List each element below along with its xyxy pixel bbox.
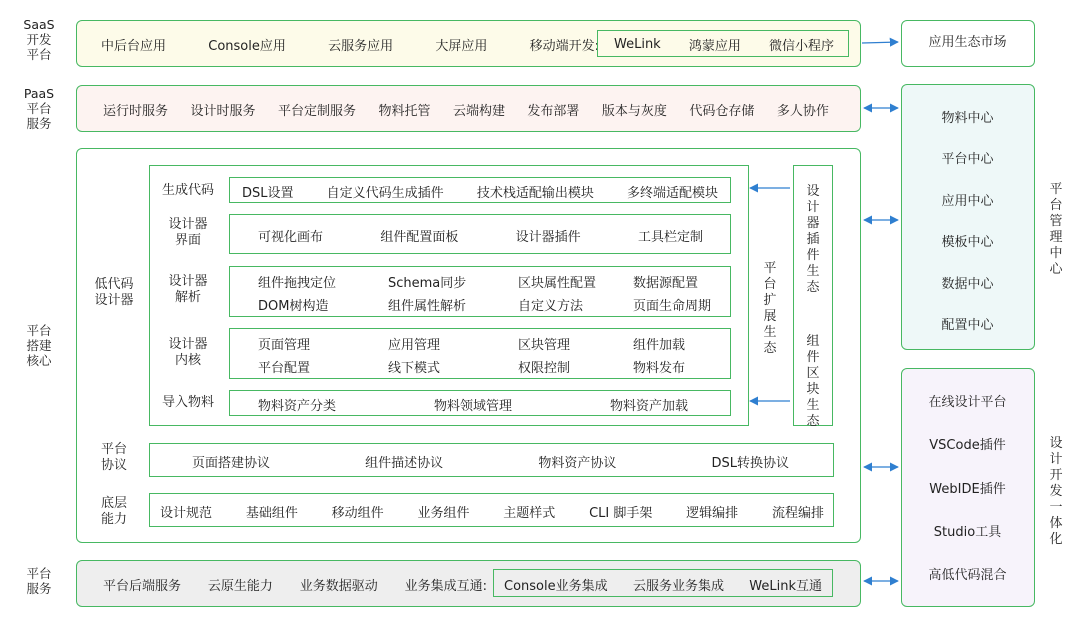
base-item: 主题样式 — [503, 506, 556, 521]
gen-code-label: 生成代码 — [161, 183, 214, 198]
label-core: 平台 搭建 核心 — [26, 323, 52, 368]
import-item: 物料资产加载 — [609, 399, 688, 414]
devops-item: 高低代码混合 — [928, 568, 1007, 583]
base-item: 移动组件 — [331, 506, 384, 521]
devops-item: 在线设计平台 — [928, 395, 1007, 410]
protocol-label: 平台 协议 — [100, 442, 127, 473]
service-item: 平台后端服务 — [103, 579, 182, 594]
kernel-item: 物料发布 — [633, 361, 686, 376]
gen-code-item: 多终端适配模块 — [626, 186, 718, 201]
kernel-item: 平台配置 — [258, 361, 311, 376]
devops-item: VSCode插件 — [929, 438, 1006, 454]
ext-eco-label: 平台扩展生态 — [763, 261, 777, 356]
mobile-item: 微信小程序 — [768, 39, 834, 54]
base-item: 业务组件 — [417, 506, 470, 521]
ui-label: 设计器 界面 — [168, 217, 208, 248]
import-item: 物料领域管理 — [433, 399, 512, 414]
mgmt-item: 平台中心 — [941, 152, 994, 168]
parse-item: 自定义方法 — [518, 299, 584, 314]
mobile-item: WeLink — [614, 37, 661, 52]
kernel-item: 权限控制 — [518, 361, 571, 376]
parse-item: 组件拖拽定位 — [258, 276, 337, 291]
service-item: 业务集成互通: — [404, 579, 487, 594]
integration-item: Console业务集成 — [504, 579, 608, 594]
ui-item: 设计器插件 — [515, 230, 581, 245]
devops-side-label: 设计开发一体化 — [1049, 436, 1063, 547]
integration-item: 云服务业务集成 — [632, 579, 724, 594]
paas-item: 代码仓存储 — [689, 104, 755, 119]
devops-item: Studio工具 — [933, 524, 1002, 540]
ui-item: 组件配置面板 — [380, 230, 459, 245]
kernel-item: 线下模式 — [388, 361, 441, 376]
block-eco-label: 组件区块生态 — [806, 334, 820, 429]
protocol-item: 组件描述协议 — [365, 456, 444, 471]
parse-item: Schema同步 — [388, 276, 467, 291]
parse-label: 设计器 解析 — [168, 274, 208, 305]
base-item: 逻辑编排 — [686, 506, 739, 521]
kernel-item: 页面管理 — [258, 338, 311, 353]
gen-code-item: 自定义代码生成插件 — [326, 186, 444, 201]
base-item: 设计规范 — [160, 506, 213, 521]
parse-item: 页面生命周期 — [633, 299, 712, 314]
label-paas: PaaS 平台 服务 — [23, 86, 55, 131]
kernel-item: 区块管理 — [518, 338, 571, 353]
gen-code-item: DSL设置 — [242, 186, 294, 201]
app-market: 应用生态市场 — [928, 35, 1007, 50]
import-item: 物料资产分类 — [258, 399, 337, 414]
parse-item: 区块属性配置 — [518, 276, 597, 291]
paas-item: 云端构建 — [452, 104, 505, 119]
mgmt-side-label: 平台管理中心 — [1049, 182, 1063, 277]
paas-item: 发布部署 — [527, 104, 580, 119]
paas-item: 版本与灰度 — [601, 104, 667, 119]
mgmt-item: 配置中心 — [941, 317, 994, 333]
saas-item: 中后台应用 — [101, 39, 167, 54]
mgmt-item: 应用中心 — [941, 193, 994, 209]
base-item: 基础组件 — [245, 506, 298, 521]
base-item: CLI 脚手架 — [589, 506, 653, 521]
parse-item: 数据源配置 — [633, 276, 699, 291]
plugin-eco-label: 设计器插件生态 — [806, 184, 820, 295]
import-label: 导入物料 — [161, 395, 214, 410]
label-saas: SaaS 开发 平台 — [23, 17, 55, 62]
label-service: 平台 服务 — [26, 566, 52, 596]
paas-item: 物料托管 — [378, 104, 431, 119]
mgmt-item: 物料中心 — [941, 111, 994, 126]
protocol-item: DSL转换协议 — [711, 456, 789, 471]
paas-item: 设计时服务 — [190, 104, 256, 119]
paas-item: 运行时服务 — [103, 104, 169, 119]
paas-item: 平台定制服务 — [277, 104, 356, 119]
protocol-item: 页面搭建协议 — [192, 456, 271, 471]
kernel-item: 组件加载 — [633, 338, 686, 353]
base-item: 流程编排 — [771, 506, 824, 521]
mgmt-item: 模板中心 — [941, 235, 994, 251]
service-item: 云原生能力 — [207, 579, 273, 594]
gen-code-item: 技术栈适配输出模块 — [476, 186, 594, 201]
service-item: 业务数据驱动 — [299, 579, 378, 594]
lowcode-label: 低代码 设计器 — [94, 277, 134, 308]
integration-item: WeLink互通 — [749, 579, 822, 594]
parse-item: 组件属性解析 — [388, 299, 467, 314]
kernel-label: 设计器 内核 — [168, 337, 208, 368]
devops-item: WebIDE插件 — [929, 481, 1006, 497]
ui-item: 可视化画布 — [258, 230, 324, 245]
saas-item: 移动端开发: — [529, 39, 599, 54]
protocol-item: 物料资产协议 — [538, 456, 617, 471]
arrow-saas-market — [862, 42, 898, 43]
saas-item: 云服务应用 — [328, 39, 394, 54]
mobile-item: 鸿蒙应用 — [688, 39, 741, 54]
ui-item: 工具栏定制 — [637, 230, 703, 245]
kernel-item: 应用管理 — [388, 338, 441, 353]
paas-item: 多人协作 — [776, 104, 829, 119]
saas-item: Console应用 — [208, 39, 286, 54]
saas-item: 大屏应用 — [435, 39, 488, 54]
mgmt-item: 数据中心 — [941, 276, 994, 292]
parse-item: DOM树构造 — [258, 299, 329, 314]
base-label: 底层 能力 — [100, 496, 127, 527]
